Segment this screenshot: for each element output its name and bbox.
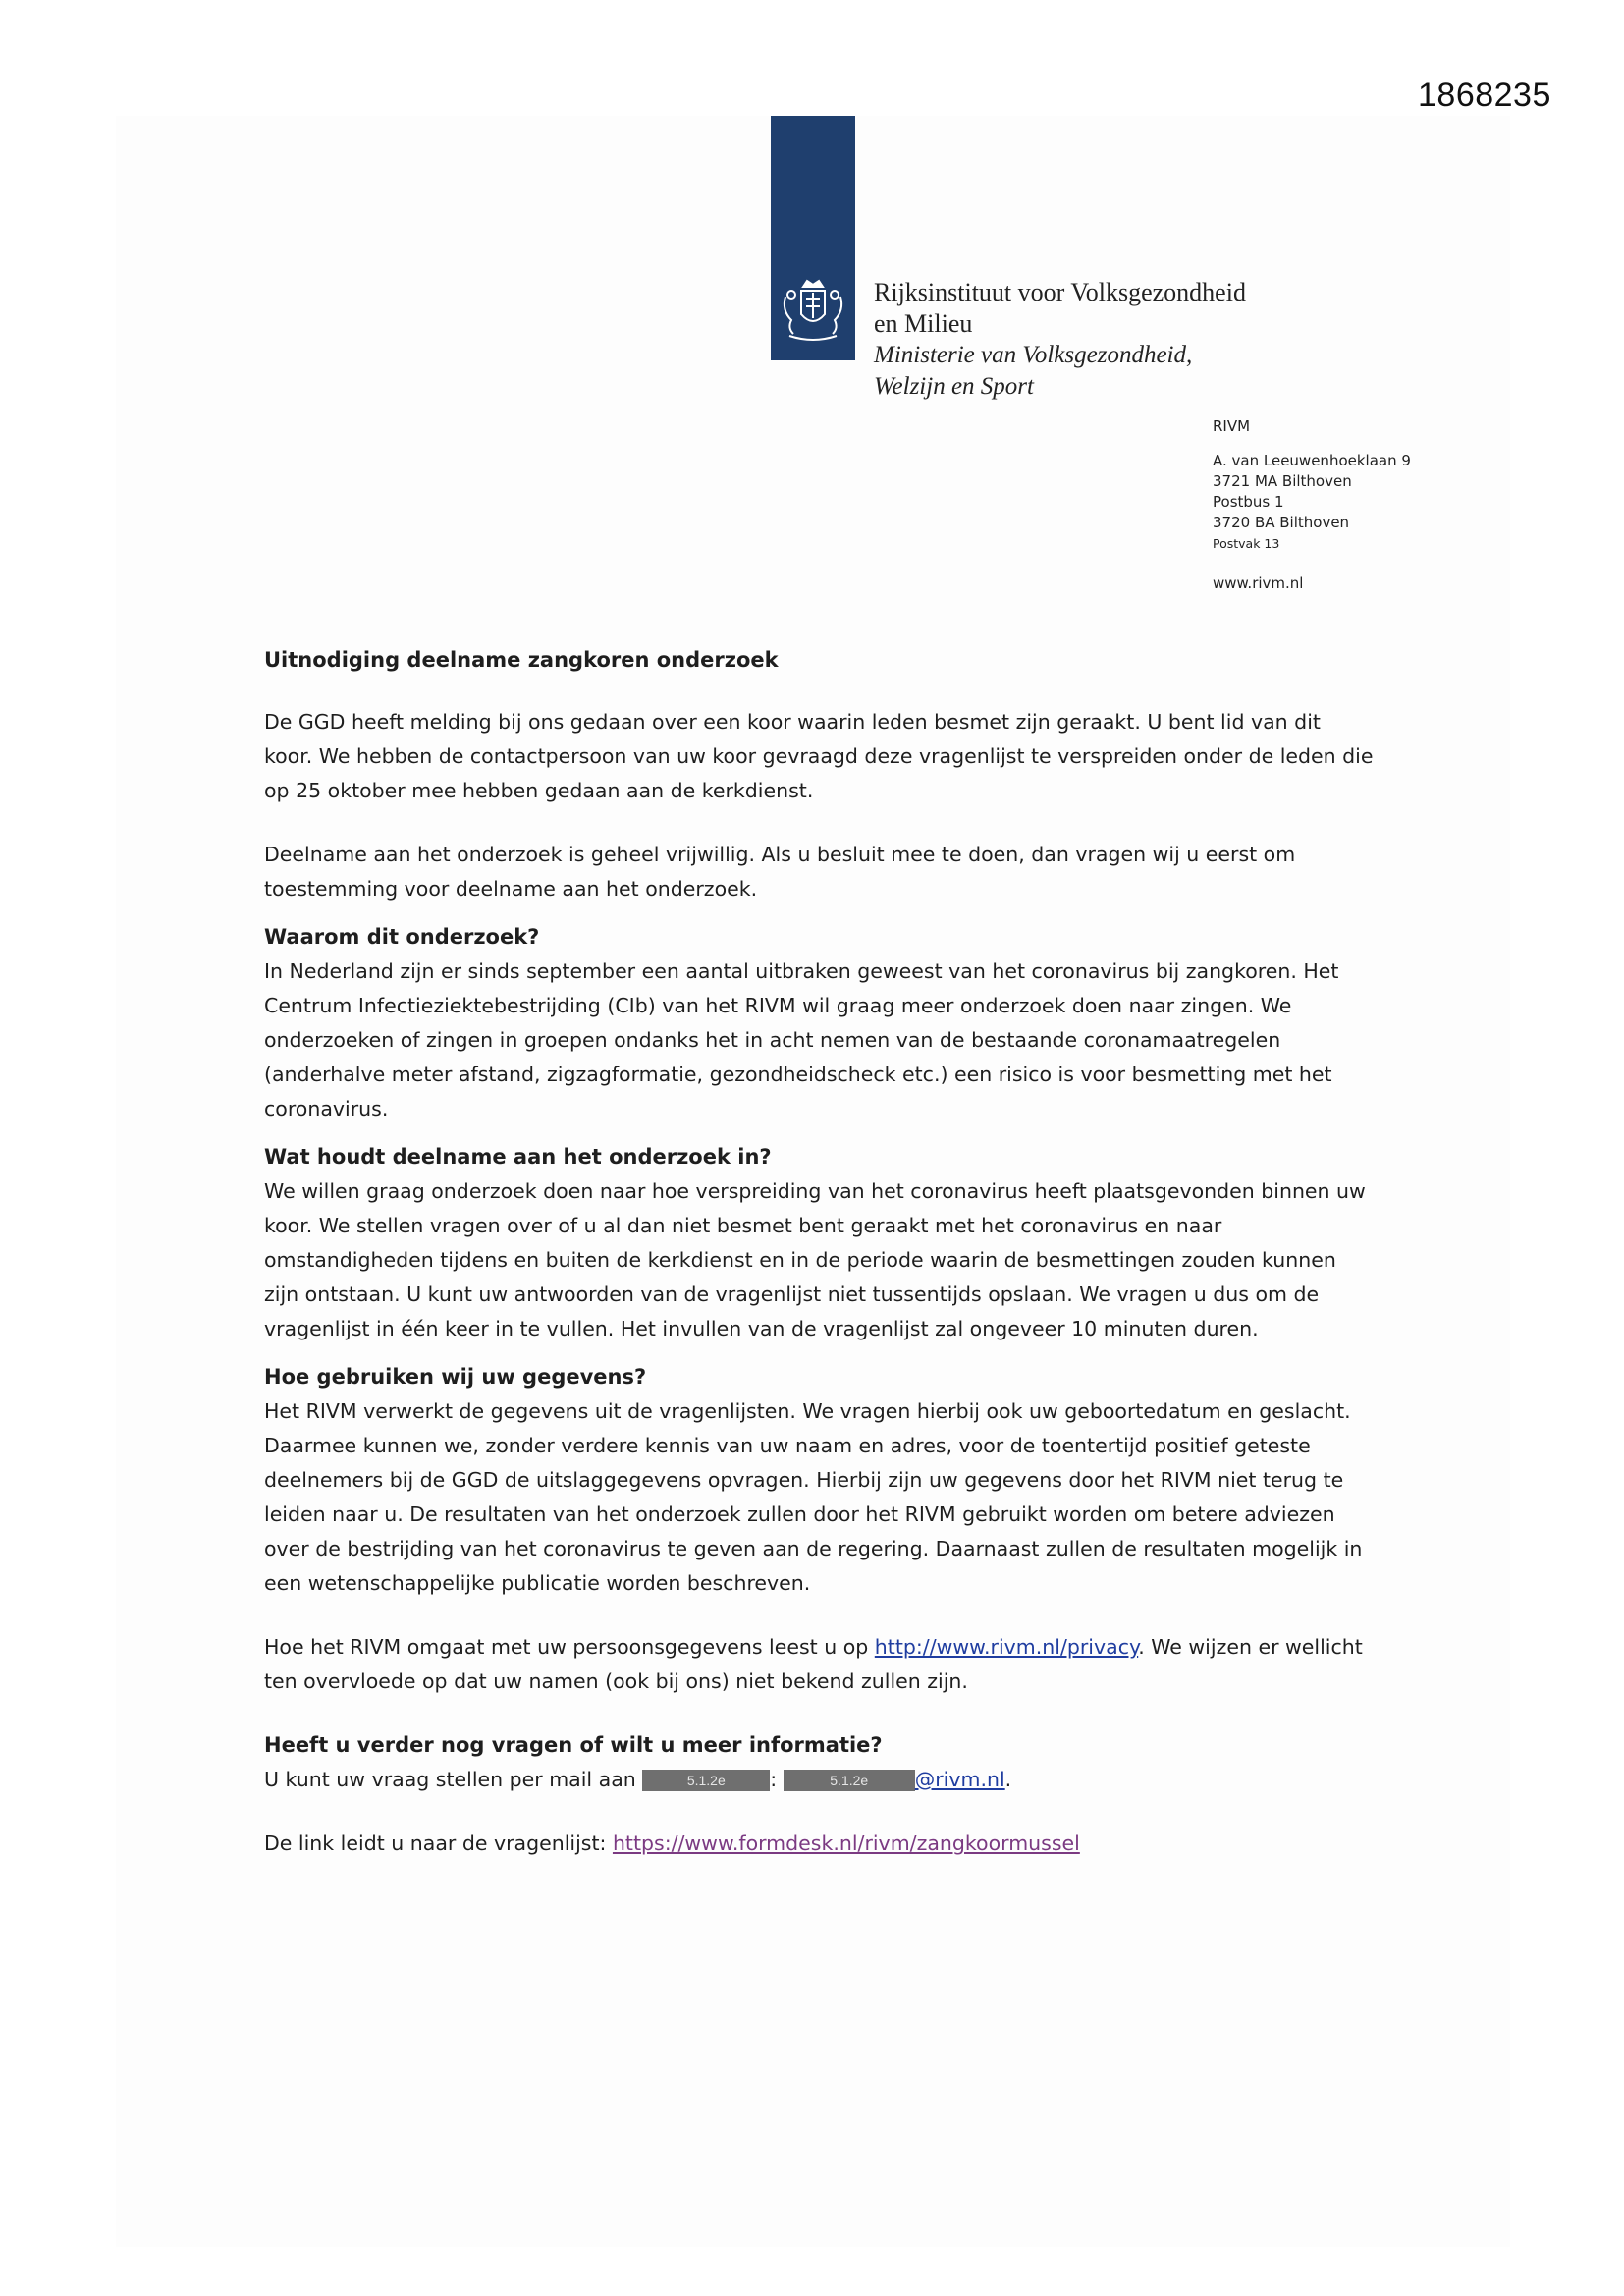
privacy-link[interactable]: http://www.rivm.nl/privacy [874, 1635, 1139, 1659]
address-po-box: Postbus 1 [1213, 493, 1284, 511]
coat-of-arms-icon [774, 277, 852, 344]
survey-label: De link leidt u naar de vragenlijst: [264, 1831, 613, 1855]
section-text: Het RIVM verwerkt de gegevens uit de vragenlijsten. We vragen hierbij ook uw geboortedatum en geslacht. Daarmee kunnen we, zonder verdere kennis van uw naam en adres, voor de toentertijd positief geteste deelnemers bij de GGD de uitslaggegevens opvragen. Hierbij zijn uw gegevens door het RIVM niet terug te leiden naar u. De resultaten van het onderzoek zullen door het RIVM gebruikt worden om betere adviezen over de bestrijding van het coronavirus te geven aan de regering. Daarnaast zullen de resultaten mogelijk in een wetenschappelijke publicatie worden beschreven. [264, 1399, 1363, 1595]
sender-address [1213, 416, 1411, 594]
address-name: RIVM [1213, 417, 1251, 435]
privacy-text: Hoe het RIVM omgaat met uw persoonsgegevens leest u op [264, 1635, 875, 1659]
section-text: In Nederland zijn er sinds september een aantal uitbraken geweest van het coronavirus bij zangkoren. Het Centrum Infectieziektebestrijding (CIb) van het RIVM wil graag meer onderzoek doen naar zingen. We onderzoeken of zingen in groepen ondanks het in acht nemen van de bestaande coronamaatregelen (anderhalve meter afstand, zigzagformatie, gezondheidscheck etc.) een risico is voor besmetting met het coronavirus. [264, 959, 1339, 1121]
intro-paragraph: De GGD heeft melding bij ons gedaan over een koor waarin leden besmet zijn geraakt. U bent lid van dit koor. We hebben de contactpersoon van uw koor gevraagd deze vragenlijst te verspreiden onder de leden die op 25 oktober mee hebben gedaan aan de kerkdienst. [264, 710, 1374, 802]
contact-separator: : [770, 1768, 778, 1791]
contact-text: . [1004, 1768, 1012, 1791]
contact-paragraph [264, 1763, 1374, 1797]
address-postcode: 3721 MA Bilthoven [1213, 472, 1352, 490]
redacted-field: 5.1.2e [642, 1770, 770, 1791]
ministry-line: Ministerie van Volksgezondheid, [874, 342, 1193, 368]
address-website: www.rivm.nl [1213, 574, 1304, 592]
email-link[interactable]: @rivm.nl [914, 1768, 1005, 1791]
section-heading: Wat houdt deelname aan het onderzoek in? [264, 1145, 772, 1169]
org-line: en Milieu [874, 309, 973, 338]
redacted-field: 5.1.2e [784, 1770, 915, 1791]
contact-heading: Heeft u verder nog vragen of wilt u meer informatie? [264, 1733, 883, 1757]
contact-text: U kunt uw vraag stellen per mail aan [264, 1768, 643, 1791]
survey-link[interactable]: https://www.formdesk.nl/rivm/zangkoormussel [612, 1831, 1080, 1855]
survey-paragraph [264, 1827, 1374, 1861]
address-po-city: 3720 BA Bilthoven [1213, 514, 1350, 531]
privacy-paragraph [264, 1630, 1374, 1699]
voluntary-paragraph: Deelname aan het onderzoek is geheel vrijwillig. Als u besluit mee te doen, dan vragen wij u eerst om toestemming voor deelname aan het onderzoek. [264, 843, 1296, 901]
address-street: A. van Leeuwenhoeklaan 9 [1213, 452, 1411, 469]
ministry-line: Welzijn en Sport [874, 373, 1034, 400]
privacy-text: . We wijzen er wellicht ten overvloede op dat uw namen (ook bij ons) niet bekend zullen zijn. [264, 1635, 1363, 1693]
address-mailbox: Postvak 13 [1213, 536, 1280, 551]
letter-title: Uitnodiging deelname zangkoren onderzoek [264, 648, 779, 672]
section-heading: Waarom dit onderzoek? [264, 925, 540, 949]
organisation-name [874, 277, 1246, 403]
document-number: 1868235 [1418, 77, 1551, 114]
org-line: Rijksinstituut voor Volksgezondheid [874, 278, 1246, 306]
section-heading: Hoe gebruiken wij uw gegevens? [264, 1365, 647, 1389]
section-text: We willen graag onderzoek doen naar hoe verspreiding van het coronavirus heeft plaatsgevonden binnen uw koor. We stellen vragen over of u al dan niet besmet bent geraakt met het coronavirus en naar omstandigheden tijdens en buiten de kerkdienst en in de periode waarin de besmettingen zouden kunnen zijn ontstaan. U kunt uw antwoorden van de vragenlijst niet tussentijds opslaan. We vragen u dus om de vragenlijst in één keer in te vullen. Het invullen van de vragenlijst zal ongeveer 10 minuten duren. [264, 1179, 1366, 1340]
letter-body [264, 643, 1374, 1890]
